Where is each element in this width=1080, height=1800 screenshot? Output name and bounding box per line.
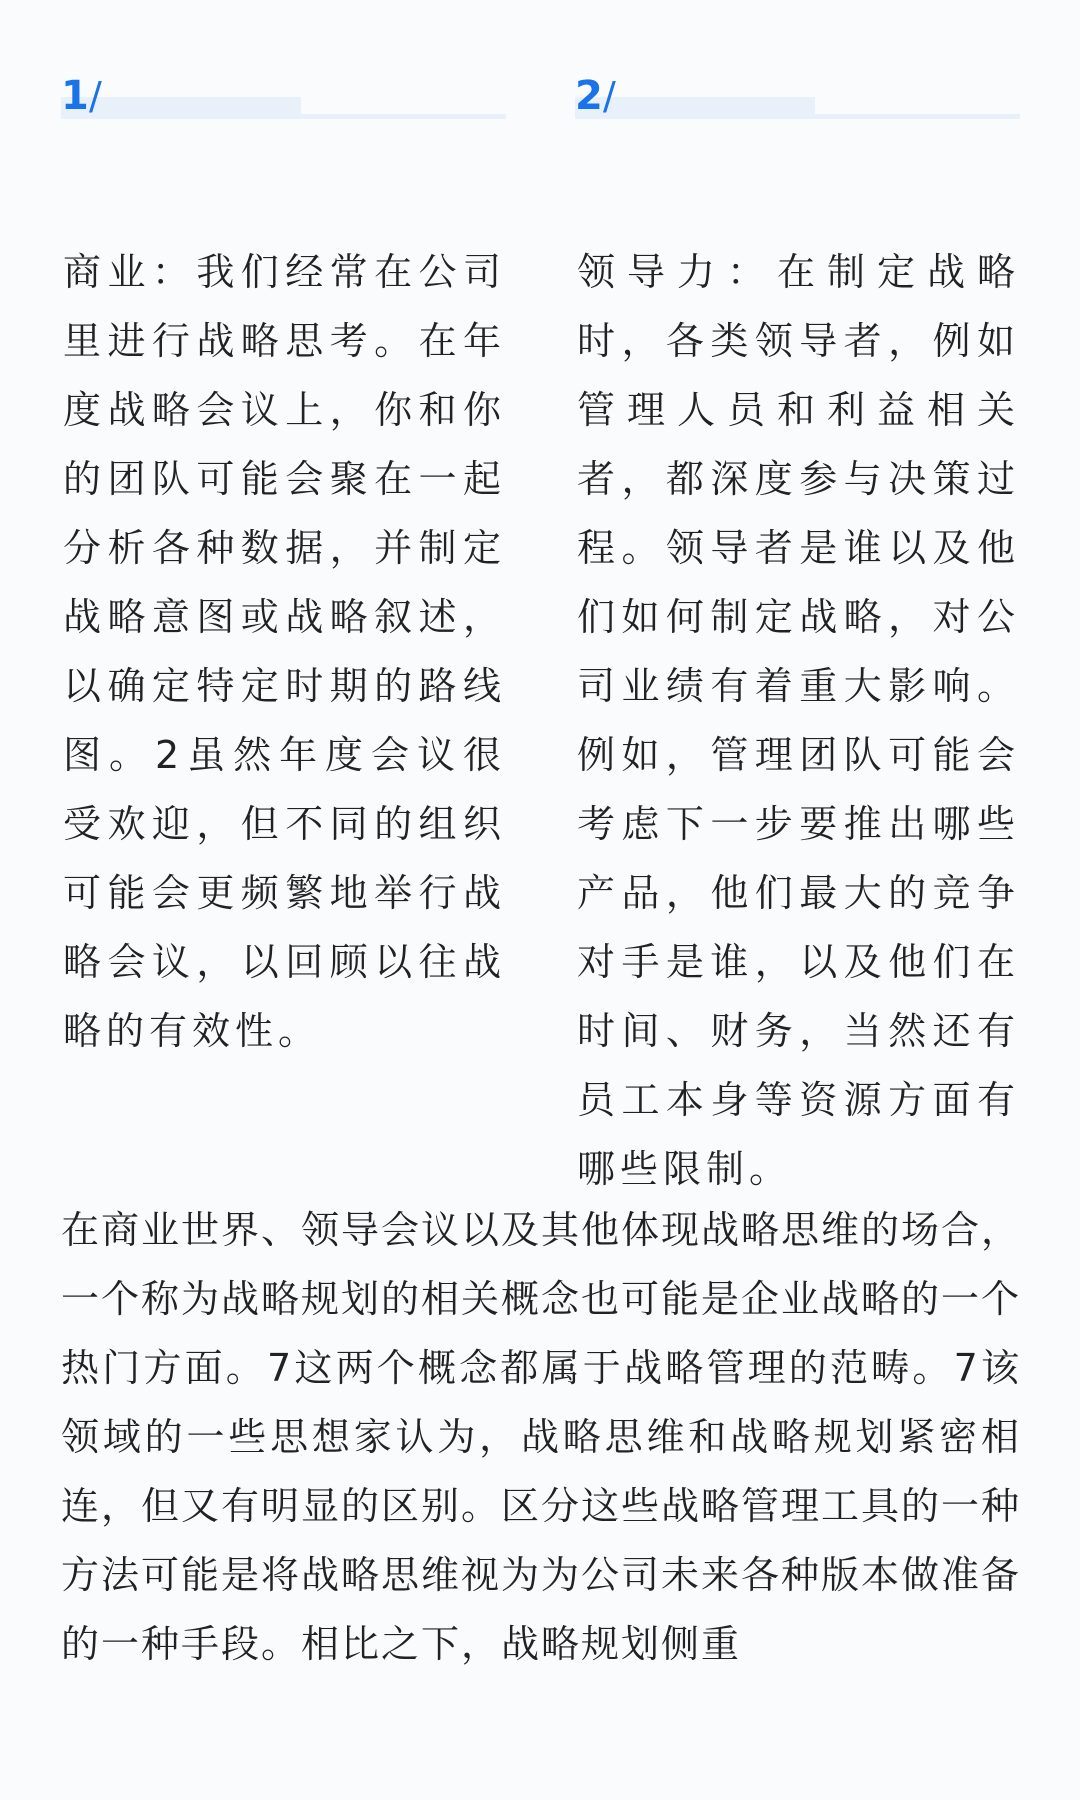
number-underline xyxy=(61,114,506,119)
section-text: 领导力：在制定战略时，各类领导者，例如管理人员和利益相关者，都深度参与决策过程。领导者是谁以及他们如何制定战略，对公司业绩有着重大影响。例如，管理团队可能会考虑下一步要推出哪些产品，他们最大的竞争对手是谁，以及他们在时间、财务，当然还有员工本身等资源方面有哪些限制。 xyxy=(577,250,1020,1191)
section-1 xyxy=(61,70,506,1066)
section-number-header xyxy=(61,70,506,126)
number-underline xyxy=(575,114,1020,119)
section-number: 2 xyxy=(575,73,603,119)
section-slash: / xyxy=(603,74,616,118)
section-number: 1 xyxy=(61,73,89,119)
section-slash: / xyxy=(89,74,102,118)
section-2 xyxy=(575,70,1020,1204)
section-number-header xyxy=(575,70,1020,126)
section-text: 商业：我们经常在公司里进行战略思考。在年度战略会议上，你和你的团队可能会聚在一起分析各种数据，并制定战略意图或战略叙述，以确定特定时期的路线图。2虽然年度会议很受欢迎，但不同的组织可能会更频繁地举行战略会议，以回顾以往战略的有效性。 xyxy=(63,250,506,1053)
body-paragraph: 在商业世界、领导会议以及其他体现战略思维的场合，一个称为战略规划的相关概念也可能是企业战略的一个热门方面。7这两个概念都属于战略管理的范畴。7该领域的一些思想家认为，战略思维和战略规划紧密相连，但又有明显的区别。区分这些战略管理工具的一种方法可能是将战略思维视为为公司未来各种版本做准备的一种手段。相比之下，战略规划侧重 xyxy=(61,1208,1022,1666)
